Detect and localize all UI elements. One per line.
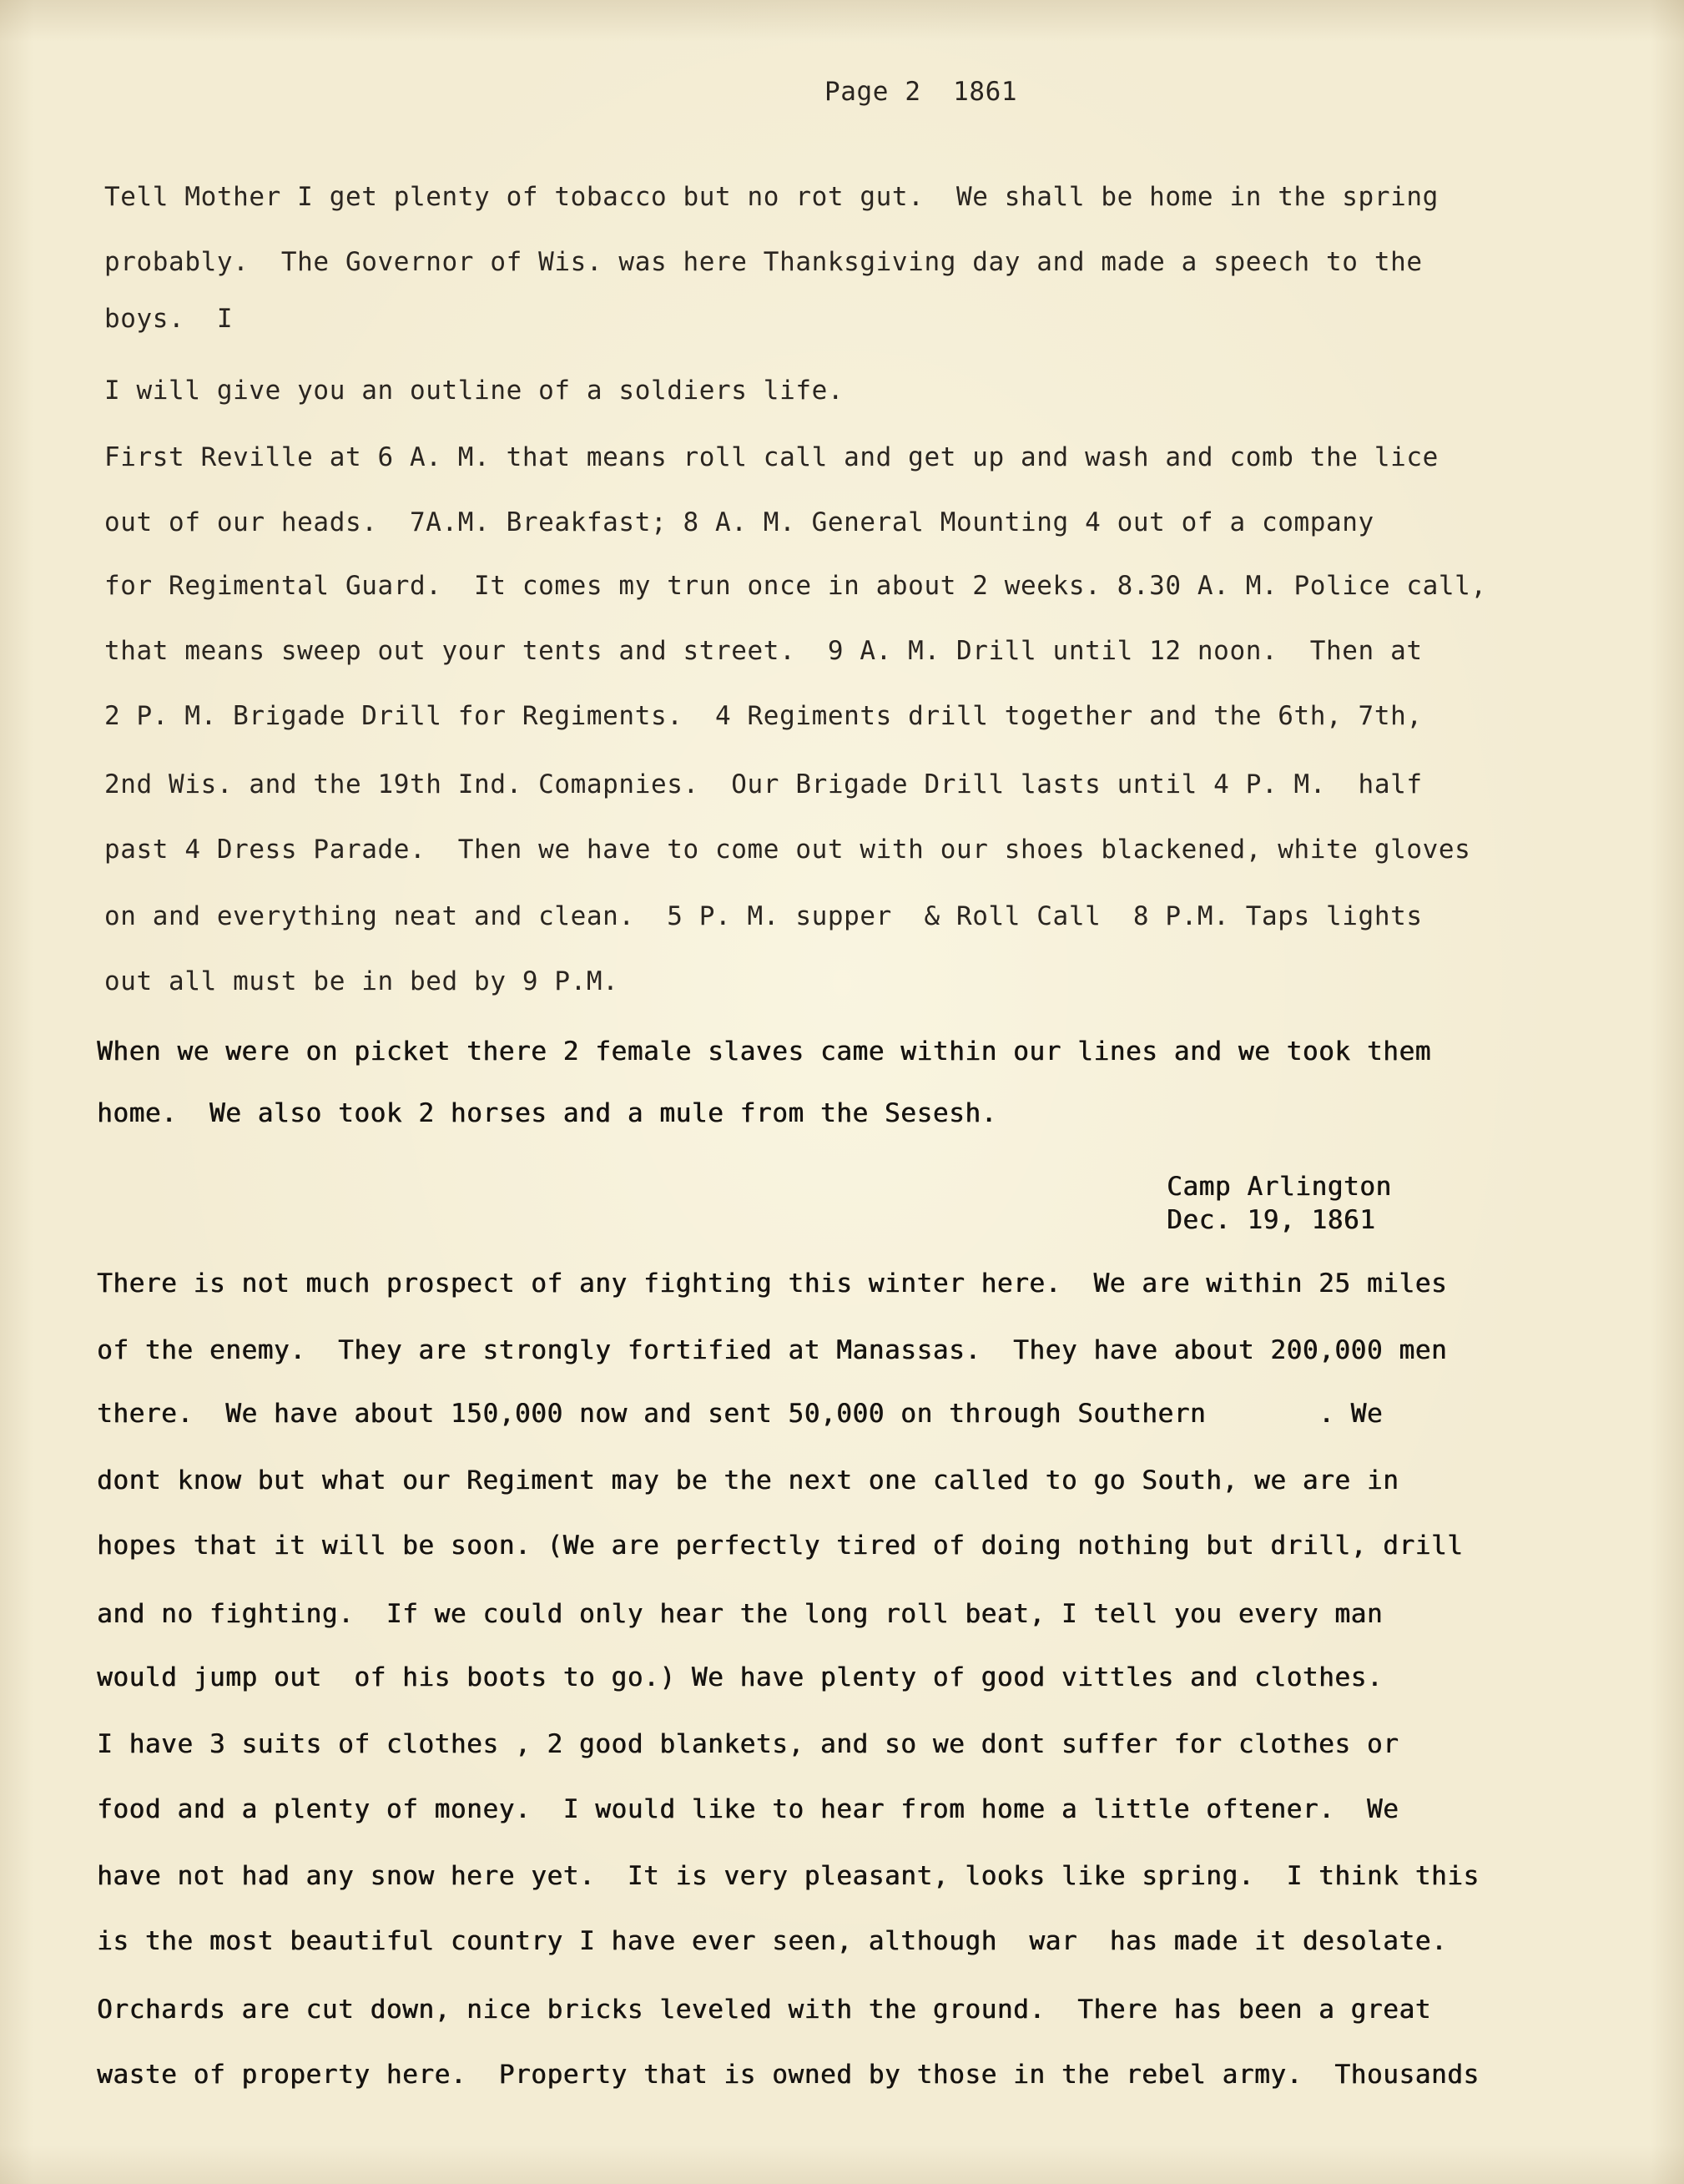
text-line: on and everything neat and clean. 5 P. M. supper & Roll Call 8 P.M. Taps lights: [104, 901, 1423, 931]
text-line: would jump out of his boots to go.) We have plenty of good vittles and clothes.: [97, 1662, 1384, 1692]
text-line: out all must be in bed by 9 P.M.: [104, 966, 619, 996]
text-line: There is not much prospect of any fighting this winter here. We are within 25 miles: [97, 1269, 1448, 1299]
text-line: waste of property here. Property that is owned by those in the rebel army. Thousands: [97, 2060, 1480, 2090]
text-line: is the most beautiful country I have ever seen, although war has made it desolate.: [97, 1926, 1448, 1956]
text-line: food and a plenty of money. I would like to hear from home a little oftener. We: [97, 1794, 1399, 1824]
text-line: have not had any snow here yet. It is very pleasant, looks like spring. I think this: [97, 1861, 1480, 1891]
text-line: Orchards are cut down, nice bricks leveled with the ground. There has been a great: [97, 1995, 1431, 2025]
text-line: 2nd Wis. and the 19th Ind. Comapnies. Our Brigade Drill lasts until 4 P. M. half: [104, 769, 1423, 799]
text-line: of the enemy. They are strongly fortified at Manassas. They have about 200,000 men: [97, 1335, 1448, 1365]
text-line: hopes that it will be soon. (We are perfectly tired of doing nothing but drill, drill: [97, 1531, 1464, 1561]
text-line: 2 P. M. Brigade Drill for Regiments. 4 Regiments drill together and the 6th, 7th,: [104, 701, 1423, 731]
text-line: dont know but what our Regiment may be the next one called to go South, we are in: [97, 1465, 1399, 1496]
location-date: Dec. 19, 1861: [1167, 1205, 1376, 1235]
page-header: Page 2 1861: [824, 77, 1018, 107]
text-line: for Regimental Guard. It comes my trun once in about 2 weeks. 8.30 A. M. Police call,: [104, 571, 1487, 601]
text-line: I will give you an outline of a soldiers life.: [104, 376, 845, 406]
text-line: Tell Mother I get plenty of tobacco but no rot gut. We shall be home in the spring: [104, 182, 1439, 212]
text-line: that means sweep out your tents and street. 9 A. M. Drill until 12 noon. Then at: [104, 636, 1423, 666]
text-line: I have 3 suits of clothes , 2 good blankets, and so we dont suffer for clothes or: [97, 1729, 1399, 1759]
location-place: Camp Arlington: [1167, 1172, 1392, 1202]
text-line: When we were on picket there 2 female slaves came within our lines and we took them: [97, 1037, 1431, 1067]
text-line: there. We have about 150,000 now and sent 50,000 on through Southern . We: [97, 1399, 1384, 1429]
text-line: and no fighting. If we could only hear the long roll beat, I tell you every man: [97, 1599, 1384, 1629]
text-line: boys. I: [104, 304, 234, 334]
text-line: home. We also took 2 horses and a mule from the Sesesh.: [97, 1098, 997, 1128]
text-line: First Reville at 6 A. M. that means roll call and get up and wash and comb the lice: [104, 442, 1439, 472]
text-line: past 4 Dress Parade. Then we have to come out with our shoes blackened, white gloves: [104, 835, 1471, 865]
text-line: probably. The Governor of Wis. was here Thanksgiving day and made a speech to the: [104, 247, 1423, 277]
text-line: out of our heads. 7A.M. Breakfast; 8 A. M. General Mounting 4 out of a company: [104, 507, 1374, 537]
